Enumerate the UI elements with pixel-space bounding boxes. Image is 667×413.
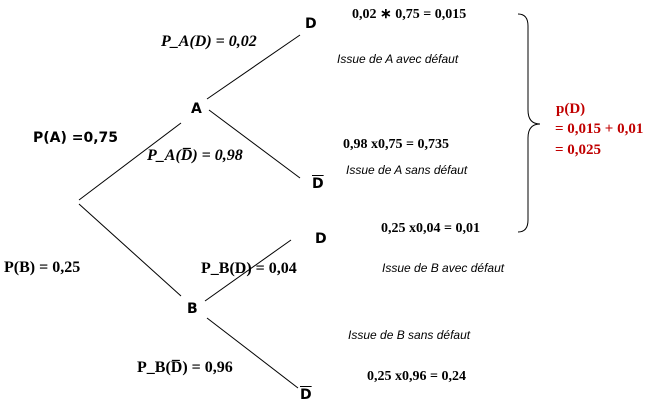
branch-root-to-B [79, 204, 181, 296]
node-D-middle: D [315, 231, 327, 247]
product-B-D: 0,25 x0,04 = 0,01 [381, 221, 480, 236]
right-brace [518, 14, 540, 232]
branch-B-to-Dbar [207, 318, 298, 388]
result-pD-sum: = 0,015 + 0,01 [555, 121, 644, 137]
issue-B-sans-defaut: Issue de B sans défaut [348, 328, 471, 342]
result-pD-value: = 0,025 [555, 142, 602, 158]
product-A-D: 0,02 ∗ 0,75 = 0,015 [352, 7, 467, 22]
issue-B-avec-defaut: Issue de B avec défaut [382, 261, 505, 275]
node-Dbar-top: $\overline{D}$ [312, 176, 324, 192]
issue-A-avec-defaut: Issue de A avec défaut [337, 52, 459, 66]
node-D-top: D [305, 16, 317, 32]
product-B-Dbar: 0,25 x0,96 = 0,24 [367, 369, 466, 384]
node-A: A [191, 101, 202, 117]
prob-A-D: P_A(D) = 0,02 [161, 33, 257, 50]
node-B: B [187, 301, 198, 317]
prob-B-Dbar: P_B(D̅) = 0,96 [137, 359, 233, 376]
prob-B: P(B) = 0,25 [4, 259, 81, 276]
prob-A: P(A) =0,75 [33, 130, 119, 146]
product-A-Dbar: 0,98 x0,75 = 0,735 [343, 137, 449, 152]
prob-B-D: P_B(D) = 0,04 [201, 260, 297, 277]
issue-A-sans-defaut: Issue de A sans défaut [346, 163, 468, 177]
node-Dbar-bottom: $\overline{D}$ [300, 387, 312, 403]
result-pD-label: p(D) [556, 101, 586, 117]
branch-A-to-Dbar [209, 110, 300, 178]
prob-A-Dbar: P_A(D̅) = 0,98 [147, 147, 243, 164]
